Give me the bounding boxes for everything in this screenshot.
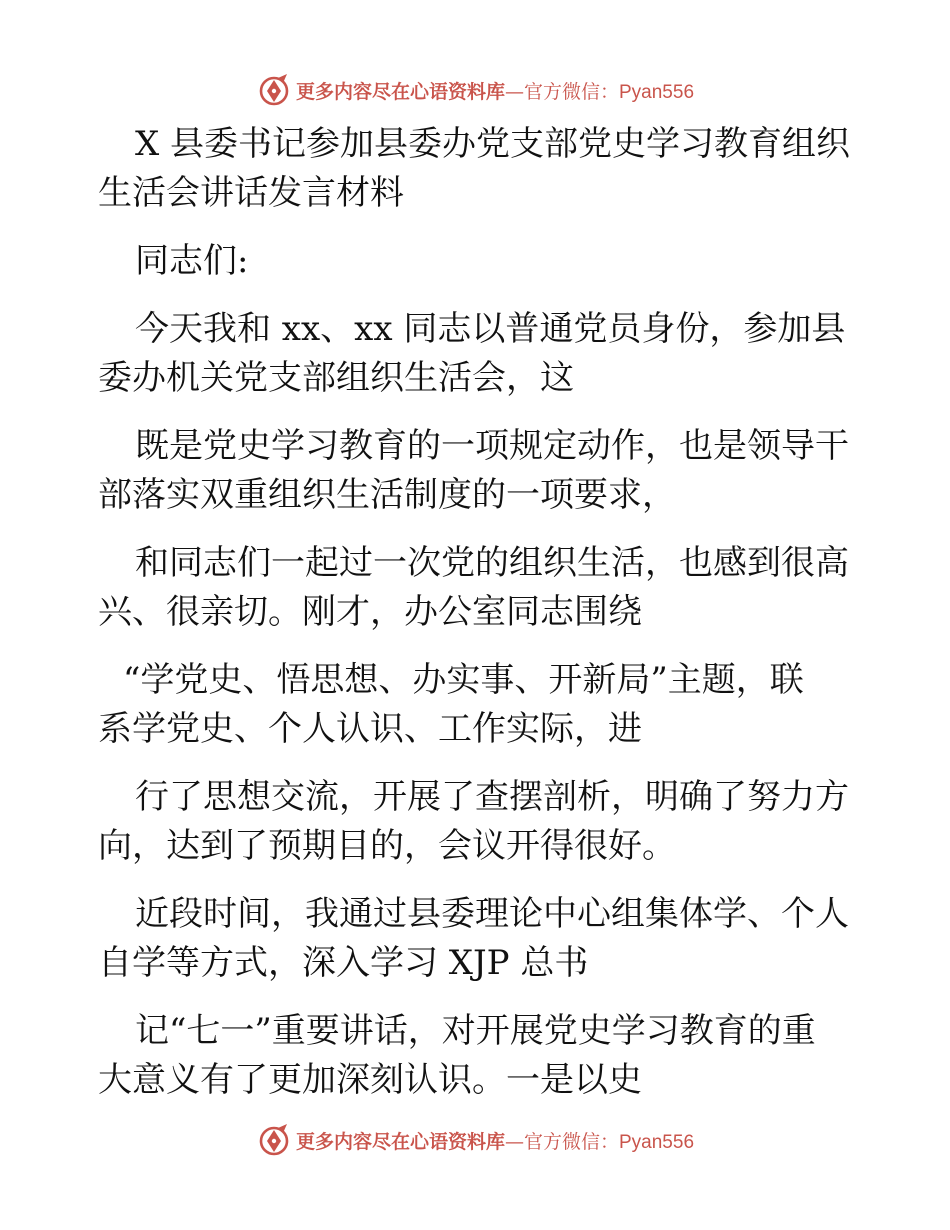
watermark-brand: 更多内容尽在心语资料库	[295, 80, 505, 103]
document-title-line-1: X 县委书记参加县委办党支部党史学习教育组织	[135, 124, 851, 164]
paragraph-5-line-2: 向，达到了预期目的，会议开得很好。	[98, 826, 676, 866]
watermark-official: 官方微信：	[523, 80, 619, 103]
paragraph-6-line-1: 近段时间，我通过县委理论中心组集体学、个人	[135, 894, 849, 934]
watermark-sep: —	[504, 80, 524, 103]
paragraph-7-line-1: 记“七一”重要讲话，对开展党史学习教育的重	[135, 1011, 816, 1051]
watermark-text	[296, 77, 694, 104]
paragraph-5-line-1: 行了思想交流，开展了查摆剖析，明确了努力方	[135, 777, 849, 817]
watermark-official: 官方微信：	[523, 1130, 619, 1153]
watermark-header	[0, 68, 950, 112]
paragraph-4-line-2: 系学党史、个人认识、工作实际，进	[98, 709, 642, 749]
document-title-line-2: 生活会讲话发言材料	[98, 173, 404, 213]
paragraph-3-line-1: 和同志们一起过一次党的组织生活，也感到很高	[135, 543, 849, 583]
paragraph-2-line-1: 既是党史学习教育的一项规定动作，也是领导干	[135, 426, 849, 466]
pen-nib-logo-icon	[256, 72, 292, 108]
paragraph-1-line-1: 今天我和 xx、xx 同志以普通党员身份，参加县	[135, 309, 846, 349]
pen-nib-logo-icon	[256, 1122, 292, 1158]
paragraph-3-line-2: 兴、很亲切。刚才，办公室同志围绕	[98, 592, 642, 632]
watermark-id: Pyan556	[619, 1131, 695, 1153]
watermark-text	[296, 1127, 694, 1154]
salutation: 同志们:	[135, 241, 249, 281]
paragraph-7-line-2: 大意义有了更加深刻认识。一是以史	[98, 1060, 642, 1100]
paragraph-4-line-1: “学党史、悟思想、办实事、开新局”主题，联	[123, 660, 804, 700]
paragraph-2-line-2: 部落实双重组织生活制度的一项要求，	[98, 475, 676, 515]
paragraph-1-line-2: 委办机关党支部组织生活会，这	[98, 358, 574, 398]
document-body	[98, 120, 858, 1105]
watermark-sep: —	[504, 1130, 524, 1153]
watermark-footer	[0, 1118, 950, 1162]
watermark-brand: 更多内容尽在心语资料库	[295, 1130, 505, 1153]
paragraph-6-line-2: 自学等方式，深入学习 XJP 总书	[98, 943, 589, 983]
watermark-id: Pyan556	[619, 81, 695, 103]
